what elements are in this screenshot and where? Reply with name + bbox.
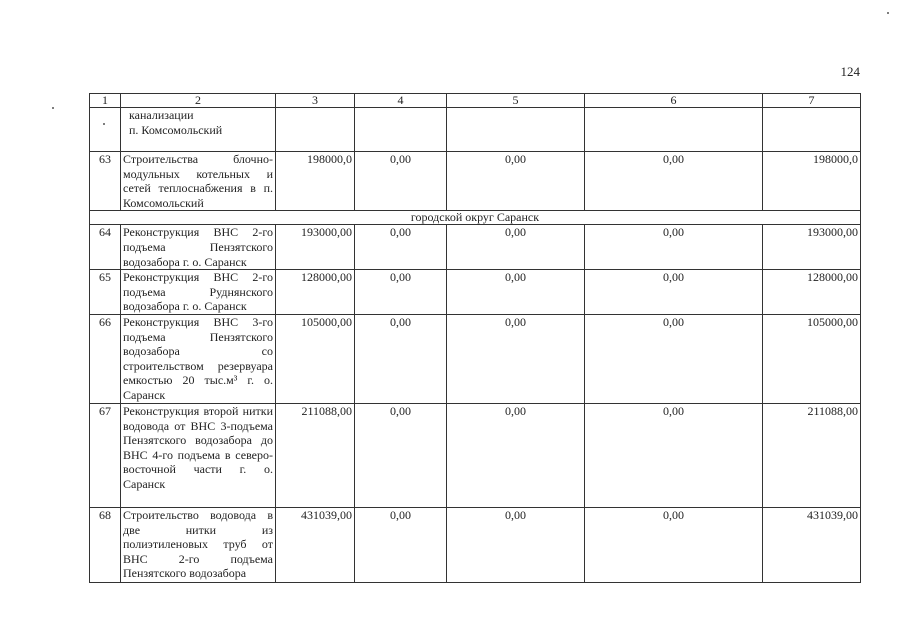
scan-speck: [887, 12, 889, 14]
table-row: [90, 507, 861, 582]
cell-value: 128000,00: [763, 270, 861, 315]
cell-value: 431039,00: [763, 507, 861, 582]
table-row: [90, 152, 861, 211]
cell-value: 193000,00: [763, 225, 861, 270]
cell-value: 0,00: [585, 403, 763, 507]
row-description-line: п. Комсомольский: [129, 122, 223, 137]
cell-value: 0,00: [355, 507, 447, 582]
header-cell: 7: [763, 94, 861, 108]
row-number: 63: [90, 152, 121, 211]
cell-value: [585, 108, 763, 152]
cell-value: 105000,00: [763, 314, 861, 403]
cell-value: 0,00: [447, 507, 585, 582]
table-row: [90, 225, 861, 270]
cell-value: 0,00: [447, 270, 585, 315]
cell-value: [276, 108, 355, 152]
cell-value: 0,00: [355, 314, 447, 403]
row-description-line: канализации: [129, 108, 194, 122]
cell-value: 128000,00: [276, 270, 355, 315]
cell-value: 0,00: [447, 225, 585, 270]
cell-value: 0,00: [585, 507, 763, 582]
cell-value: 0,00: [585, 225, 763, 270]
header-cell: 6: [585, 94, 763, 108]
table-row: [90, 403, 861, 507]
header-cell: 4: [355, 94, 447, 108]
header-cell: 1: [90, 94, 121, 108]
cell-value: 193000,00: [276, 225, 355, 270]
scan-speck: [52, 107, 54, 109]
row-description: Реконструкция ВНС 3-го подъема Пензятского водозабора со строительством резервуара емкостью 20 тыс.м³ г. о. Саранск: [121, 314, 276, 403]
cell-value: [763, 108, 861, 152]
cell-value: [355, 108, 447, 152]
investment-table: [89, 93, 861, 583]
row-number: 65: [90, 270, 121, 315]
row-number: 66: [90, 314, 121, 403]
table-row: [90, 108, 861, 152]
cell-value: 0,00: [355, 403, 447, 507]
row-description: Реконструкция второй нитки водовода от ВНС 3-подъема Пензятского водозабора до ВНС 4-го подъема в северо-восточной части г. о. Саранск: [121, 403, 276, 507]
cell-value: 0,00: [447, 314, 585, 403]
cell-value: 198000,0: [276, 152, 355, 211]
district-heading: городской округ Саранск: [90, 211, 861, 225]
cell-value: 0,00: [585, 270, 763, 315]
row-number: [90, 108, 121, 152]
cell-value: 0,00: [585, 152, 763, 211]
cell-value: 0,00: [447, 152, 585, 211]
cell-value: 105000,00: [276, 314, 355, 403]
row-number: 64: [90, 225, 121, 270]
row-description: Реконструкция ВНС 2-го подъема Пензятского водозабора г. о. Саранск: [121, 225, 276, 270]
row-description: Реконструкция ВНС 2-го подъема Руднянского водозабора г. о. Саранск: [121, 270, 276, 315]
row-description: Строительства блочно-модульных котельных и сетей теплоснабжения в п. Комсомольский: [121, 152, 276, 211]
header-cell: 3: [276, 94, 355, 108]
header-cell: 5: [447, 94, 585, 108]
cell-value: 0,00: [355, 152, 447, 211]
header-row: [90, 94, 861, 108]
row-number: 67: [90, 403, 121, 507]
header-cell: 2: [121, 94, 276, 108]
cell-value: 431039,00: [276, 507, 355, 582]
row-description: [121, 108, 276, 152]
table-row: [90, 270, 861, 315]
cell-value: 0,00: [355, 225, 447, 270]
cell-value: 0,00: [585, 314, 763, 403]
row-description: Строительство водовода в две нитки из полиэтиленовых труб от ВНС 2-го подъема Пензятского водозабора: [121, 507, 276, 582]
table-row: [90, 314, 861, 403]
district-row: [90, 211, 861, 225]
cell-value: 211088,00: [276, 403, 355, 507]
row-number: 68: [90, 507, 121, 582]
cell-value: 0,00: [447, 403, 585, 507]
page-number: 124: [840, 64, 860, 79]
cell-value: [447, 108, 585, 152]
cell-value: 211088,00: [763, 403, 861, 507]
cell-value: 198000,0: [763, 152, 861, 211]
cell-value: 0,00: [355, 270, 447, 315]
